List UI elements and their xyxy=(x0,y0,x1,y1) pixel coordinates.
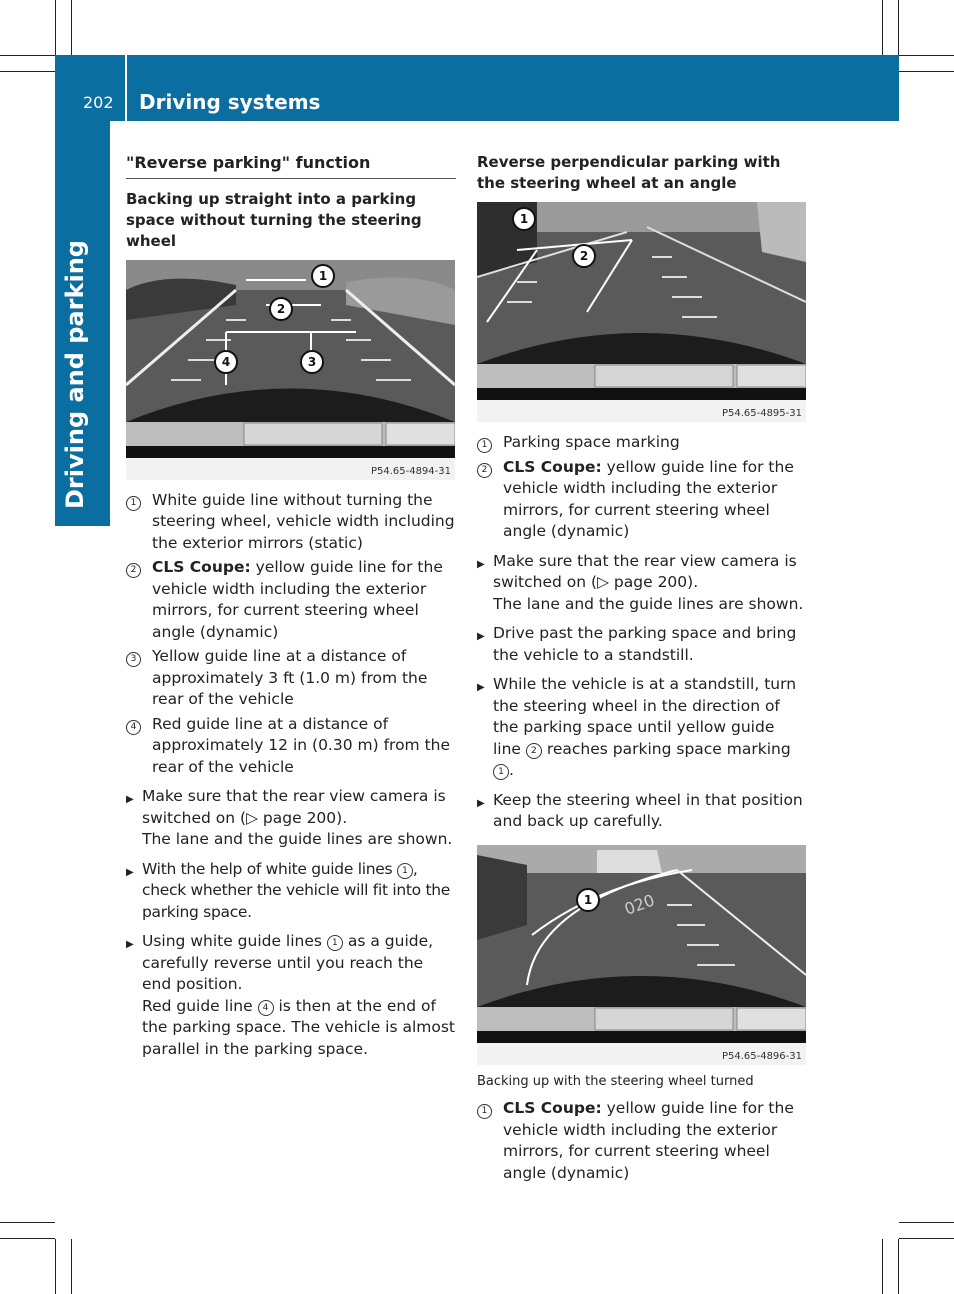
step-arrow-icon: ▶ xyxy=(126,866,134,878)
crop-mark xyxy=(71,1239,72,1294)
callout-number: 1 xyxy=(327,935,343,951)
instruction-step xyxy=(477,551,807,616)
figure-id: P54.65-4894-31 xyxy=(370,465,451,477)
step-arrow-icon: ▶ xyxy=(477,797,485,809)
callout-number: 4 xyxy=(258,1000,274,1016)
chapter-title: Driving systems xyxy=(139,90,321,114)
page-header xyxy=(55,55,899,121)
crop-mark xyxy=(0,55,55,56)
side-tab xyxy=(55,121,110,526)
page-reference[interactable]: page 200). xyxy=(258,808,348,827)
legend-number: 4 xyxy=(126,714,152,779)
legend-text: CLS Coupe: yellow guide line for the vehicle width including the exterior mirrors, for current steering wheel angle (dynamic) xyxy=(503,457,794,540)
crop-mark xyxy=(55,1239,56,1294)
legend-text: Parking space marking xyxy=(503,433,680,451)
legend-text: CLS Coupe: yellow guide line for the vehicle width including the exterior mirrors, for current steering wheel angle (dynamic) xyxy=(503,1099,794,1182)
header-divider xyxy=(125,55,127,121)
step-text: With the help of white guide lines xyxy=(142,859,397,878)
step-text: , check whether the vehicle will fit into the parking space. xyxy=(142,859,451,921)
legend-item xyxy=(126,490,456,555)
step-text: While the vehicle is at a standstill, turn the steering wheel in the direction of the parking space until yellow guide line xyxy=(493,675,797,758)
svg-text:2: 2 xyxy=(276,301,286,316)
step-result: The lane and the guide lines are shown. xyxy=(493,594,804,613)
crop-mark xyxy=(899,1238,954,1239)
instruction-step xyxy=(477,623,807,666)
legend-item xyxy=(477,432,807,454)
legend-number: 1 xyxy=(477,432,503,454)
legend-list xyxy=(477,432,807,543)
legend-item xyxy=(477,457,807,543)
step-text: . xyxy=(509,761,514,779)
svg-text:1: 1 xyxy=(519,212,529,226)
subheading: Backing up straight into a parking space without turning the steering wheel xyxy=(126,189,422,250)
side-tab-label: Driving and parking xyxy=(61,240,89,509)
step-result: Red guide line xyxy=(142,996,258,1015)
step-result: The lane and the guide lines are shown. xyxy=(142,830,453,848)
legend-text: Red guide line at a distance of approximately 12 in (0.30 m) from the rear of the vehicle xyxy=(152,714,451,776)
step-text: as a guide, carefully reverse until you reach the end position. xyxy=(142,932,434,993)
legend-item xyxy=(126,646,456,711)
legend-text: Yellow guide line at a distance of approximately 3 ft (1.0 m) from the rear of the vehicle xyxy=(152,647,428,708)
figure-id: P54.65-4895-31 xyxy=(721,408,802,419)
legend-number: 1 xyxy=(126,490,152,555)
camera-illustration xyxy=(477,845,806,1065)
camera-illustration xyxy=(126,260,455,480)
crop-mark xyxy=(899,71,954,72)
crop-mark xyxy=(0,1238,55,1239)
svg-text:1: 1 xyxy=(318,268,328,283)
legend-number: 2 xyxy=(126,557,152,643)
legend-list xyxy=(477,1098,807,1184)
instruction-step xyxy=(126,931,456,1060)
camera-image-angle xyxy=(477,202,806,422)
step-arrow-icon: ▶ xyxy=(126,939,134,950)
step-text: Make sure that the rear view camera is switched on ( xyxy=(142,787,446,827)
callout-number: 2 xyxy=(526,743,542,759)
page-reference-icon: ▷ xyxy=(597,573,609,591)
camera-image-turned xyxy=(477,845,806,1065)
crop-mark xyxy=(882,1239,883,1294)
section-title: "Reverse parking" function xyxy=(126,152,456,179)
legend-number: 1 xyxy=(477,1098,503,1184)
crop-mark xyxy=(898,0,899,55)
step-text: reaches parking space marking xyxy=(541,739,791,758)
callout-number: 1 xyxy=(493,764,509,780)
step-result: is then at the end of the parking space. The vehicle is almost parallel in the parking space. xyxy=(142,996,456,1058)
instruction-step xyxy=(477,674,807,782)
legend-number: 2 xyxy=(477,457,503,543)
legend-item xyxy=(126,557,456,643)
step-arrow-icon: ▶ xyxy=(477,682,485,693)
crop-mark xyxy=(899,1222,954,1223)
camera-image-straight xyxy=(126,260,455,480)
legend-list xyxy=(126,490,456,779)
svg-text:2: 2 xyxy=(579,249,589,263)
svg-text:1: 1 xyxy=(583,892,593,907)
step-arrow-icon: ▶ xyxy=(126,794,134,805)
figure-caption: Backing up with the steering wheel turned xyxy=(477,1073,754,1089)
subheading: Reverse perpendicular parking with the steering wheel at an angle xyxy=(477,153,781,192)
crop-mark xyxy=(898,1239,899,1294)
step-text: Keep the steering wheel in that position and back up carefully. xyxy=(493,790,803,830)
legend-item xyxy=(126,714,456,779)
callout-number: 1 xyxy=(397,863,413,879)
step-text: Drive past the parking space and bring the vehicle to a standstill. xyxy=(493,624,797,664)
crop-mark xyxy=(899,55,954,56)
step-arrow-icon: ▶ xyxy=(477,558,485,570)
camera-illustration xyxy=(477,202,806,422)
page-reference[interactable]: page 200). xyxy=(609,573,699,591)
legend-item xyxy=(477,1098,807,1184)
left-column xyxy=(126,152,456,1060)
instruction-step xyxy=(126,859,456,924)
legend-text: White guide line without turning the steering wheel, vehicle width including the exterior mirrors (static) xyxy=(152,490,455,552)
crop-mark xyxy=(0,1222,55,1223)
legend-number: 3 xyxy=(126,646,152,711)
crop-mark xyxy=(55,0,56,55)
crop-mark xyxy=(0,71,55,72)
figure-id: P54.65-4896-31 xyxy=(721,1050,802,1062)
instruction-step xyxy=(126,786,456,851)
page-number: 202 xyxy=(83,93,114,112)
step-text: Make sure that the rear view camera is switched on ( xyxy=(493,551,797,591)
page-reference-icon: ▷ xyxy=(246,808,258,827)
instruction-step xyxy=(477,790,807,833)
step-text: Using white guide lines xyxy=(142,932,327,950)
svg-text:4: 4 xyxy=(221,354,231,369)
right-column xyxy=(477,152,807,1187)
legend-text: CLS Coupe: yellow guide line for the vehicle width including the exterior mirrors, for current steering wheel angle (dynamic) xyxy=(152,558,443,641)
svg-text:020: 020 xyxy=(621,889,658,919)
step-arrow-icon: ▶ xyxy=(477,631,485,642)
crop-mark xyxy=(71,0,72,55)
crop-mark xyxy=(882,0,883,55)
svg-text:3: 3 xyxy=(307,354,317,369)
